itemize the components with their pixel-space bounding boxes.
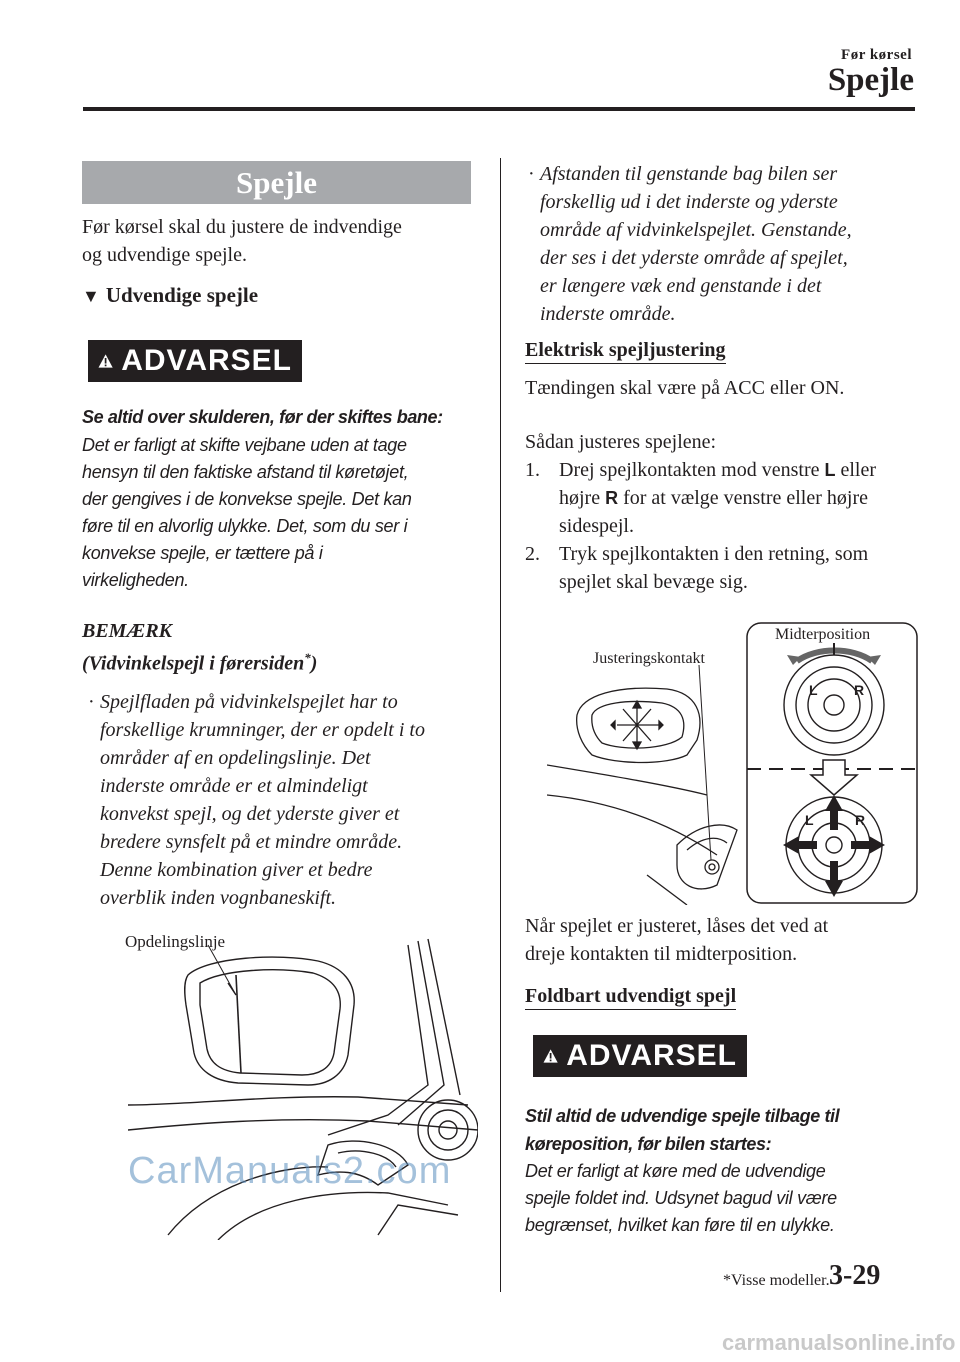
note-subheading xyxy=(82,650,317,676)
subheading-electric-adjust: Elektrisk spejljustering xyxy=(525,337,726,364)
svg-text:R: R xyxy=(854,682,865,698)
warning-triangle-icon xyxy=(98,347,113,375)
note-line: konvekst spejl, og det yderste giver et xyxy=(100,803,400,825)
note-line: forskellige krumninger, der er opdelt i to xyxy=(100,719,425,741)
note-line: inderste område er et almindeligt xyxy=(100,775,368,797)
bullet-line: · Afstanden til genstande bag bilen ser xyxy=(540,160,920,188)
bullet-line: der ses i det yderste område af spejlet, xyxy=(540,247,848,269)
step-number: 1. xyxy=(525,459,540,481)
triangle-down-icon: ▼ xyxy=(82,286,100,306)
switch-key-left: L xyxy=(824,460,836,480)
warning-line: Det er farligt at køre med de udvendige xyxy=(525,1161,826,1181)
switch-key-right: R xyxy=(605,488,619,508)
subheading-text: Udvendige spejle xyxy=(105,283,259,307)
note-line: Denne kombination giver et bedre xyxy=(100,859,373,881)
intro-line: og udvendige spejle. xyxy=(82,244,247,266)
figure-label-adjust-switch: Justeringskontakt xyxy=(593,650,705,667)
step-number: 2. xyxy=(525,543,540,565)
warning-title: Se altid over skulderen, før der skiftes bane: xyxy=(82,407,443,427)
note-line: områder af en opdelingslinje. Det xyxy=(100,747,371,769)
watermark-bottom: carmanualsonline.info xyxy=(722,1330,956,1355)
bullet-dot: · xyxy=(528,163,535,185)
bullet-line: er længere væk end genstande i det xyxy=(540,275,822,297)
warning-body xyxy=(525,1158,925,1239)
note-subheading-text: (Vidvinkelspejl i førersiden xyxy=(82,652,305,675)
warning-line: konvekse spejle, er tættere på i xyxy=(82,543,323,563)
note-bullet xyxy=(88,688,480,912)
warning-line: spejle foldet ind. Udsynet bagud vil være xyxy=(525,1188,837,1208)
figure-label-division-line: Opdelingslinje xyxy=(125,932,226,951)
chapter-label: Før kørsel xyxy=(841,47,912,63)
warning-label-text: ADVARSEL xyxy=(566,1039,737,1072)
bullet-dot: · xyxy=(88,691,95,713)
watermark-overlay: CarManuals2.com xyxy=(128,1150,452,1192)
intro-line: Før kørsel skal du justere de indvendige xyxy=(82,216,402,238)
figure-label-center-position: Midterposition xyxy=(775,626,871,643)
bullet-line: inderste område. xyxy=(540,303,676,325)
warning-line: der gengives i de konvekse spejle. Det kan xyxy=(82,489,412,509)
warning-label xyxy=(533,1035,747,1077)
wide-angle-mirror-illustration xyxy=(128,935,478,1240)
note-line: bredere synsfelt på et mindre område. xyxy=(100,831,403,853)
column-divider xyxy=(500,158,501,1292)
bullet-line: område af vidvinkelspejlet. Genstande, xyxy=(540,219,852,241)
step-2: 2. Tryk spejlkontakten i den retning, som spejlet skal bevæge sig. xyxy=(525,540,925,596)
svg-text:L: L xyxy=(805,812,814,828)
step-1: 1. Drej spejlkontakten mod venstre L eller højre R for at vælge venstre eller højre sidespejl. xyxy=(525,456,925,540)
adjust-procedure xyxy=(525,428,925,596)
note-line: overblik inden vognbaneskift. xyxy=(100,887,337,909)
page-number: 3-29 xyxy=(829,1260,881,1291)
footnote: *Visse modeller. xyxy=(723,1272,830,1289)
warning-line: begrænset, hvilket kan føre til en ulykke. xyxy=(525,1215,835,1235)
section-banner: Spejle xyxy=(82,161,471,204)
locked-paragraph: Når spejlet er justeret, låses det ved at dreje kontakten til midterposition. xyxy=(525,915,829,965)
right-bullet xyxy=(528,160,920,328)
warning-line: Det er farligt at skifte vejbane uden at tage xyxy=(82,435,407,455)
note-subheading-close: ) xyxy=(310,652,318,675)
warning-line: hensyn til den faktiske afstand til køretøjet, xyxy=(82,462,409,482)
subheading-folding-mirror: Foldbart udvendigt spejl xyxy=(525,983,736,1010)
warning-title: Stil altid de udvendige spejle tilbage til køreposition, før bilen startes: xyxy=(525,1106,840,1154)
warning-label-text: ADVARSEL xyxy=(121,344,292,377)
bullet-line: forskellig ud i det inderste og yderste xyxy=(540,191,838,213)
adjust-intro: Sådan justeres spejlene: xyxy=(525,431,717,453)
page-title: Spejle xyxy=(827,62,914,98)
warning-line: føre til en alvorlig ulykke. Det, som du ser i xyxy=(82,516,408,536)
footnote-marker: * xyxy=(304,650,311,665)
header-rule xyxy=(83,107,915,111)
warning-triangle-icon xyxy=(543,1042,558,1070)
note-heading: BEMÆRK xyxy=(82,620,173,642)
warning-body xyxy=(82,432,482,594)
subheading-outside-mirrors xyxy=(82,283,258,308)
warning-label xyxy=(88,340,302,382)
svg-text:L: L xyxy=(809,682,818,698)
ignition-note: Tændingen skal være på ACC eller ON. xyxy=(525,377,845,399)
warning-line: virkeligheden. xyxy=(82,570,189,590)
note-line: · Spejlfladen på vidvinkelspejlet har to xyxy=(100,688,480,716)
intro-paragraph xyxy=(82,213,482,269)
svg-text:R: R xyxy=(855,812,866,828)
